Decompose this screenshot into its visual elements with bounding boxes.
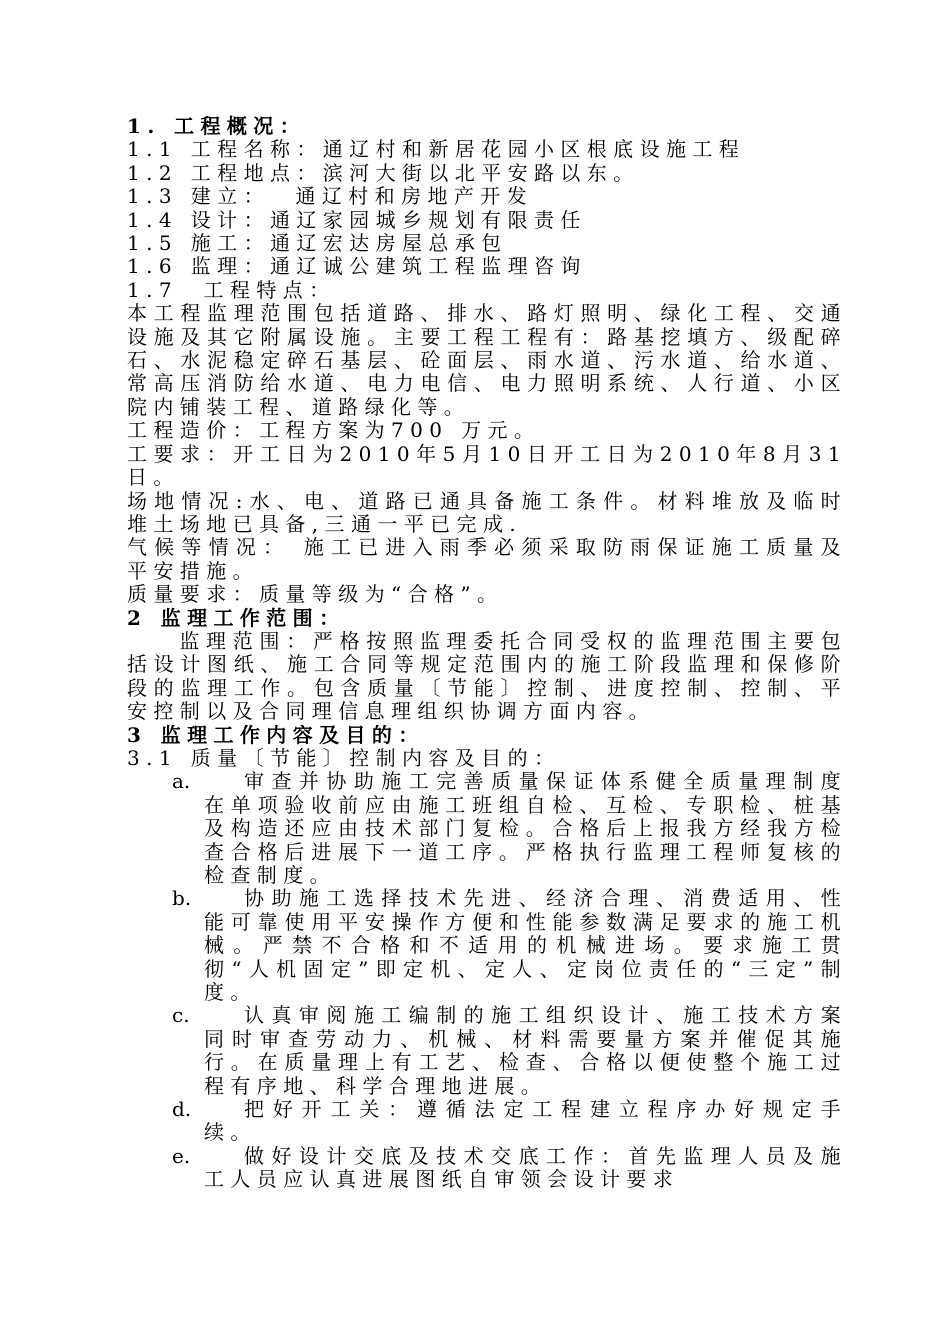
project-location-line: 1.2 工程地点：滨河大街以北平安路以东。 [127,160,640,185]
list-marker: e. [172,1143,191,1168]
list-item [127,1003,847,1098]
project-features-line: 1.7 工程特点： [127,277,336,302]
project-name-line: 1.1 工程名称：通辽村和新居花园小区根底设施工程 [127,137,746,162]
project-cost-paragraph: 工程造价：工程方案为700 万元。 [127,418,541,443]
project-scope-paragraph: 本工程监理范围包括道路、排水、路灯照明、绿化工程、交通设施及其它附属设施。主要工程工程有：路基挖填方、级配碎石、水泥稳定碎石基层、砼面层、雨水道、污水道、给水道、常高压消防给水道、电力电信、电力照明系统、人行道、小区院内铺装工程、道路绿化等。 [127,301,847,419]
quality-control-list [127,769,847,1192]
supervisor-line: 1.6 监理：通辽诚公建筑工程监理咨询 [127,254,587,279]
list-item [127,769,847,887]
section-1-heading: 1. 工程概况： [127,114,307,138]
designer-line: 1.4 设计：通辽家园城乡规划有限责任 [127,207,587,232]
list-marker: d. [172,1097,192,1122]
schedule-paragraph: 工要求：开工日为2010年5月10日开工日为2010年8月31日。 [127,441,847,490]
list-item-text: 审查并协助施工完善质量保证体系健全质量理制度在单项验收前应由施工班组自检、互检、专职检、桩基及构造还应由技术部门复检。合格后上报我方经我方检查合格后进展下一道工序。严格执行监理工程师复核的检查制度。 [204,769,847,887]
section-2-heading: 2 监理工作范围： [127,605,346,630]
list-item [127,886,847,1005]
list-marker: c. [172,1003,190,1028]
list-item-text: 协助施工选择技术先进、经济合理、消费适用、性能可靠使用平安操作方便和性能参数满足要求的施工机械。严禁不合格和不适用的机械进场。要求施工贯彻“人机固定”即定机、定人、定岗位责任的“三定”制度。 [204,886,847,1005]
list-item-text: 做好设计交底及技术交底工作：首先监理人员及施工人员应认真进展图纸自审领会设计要求 [204,1143,847,1192]
list-item [127,1097,847,1145]
list-marker: a. [172,769,191,794]
constructor-line: 1.5 施工：通辽宏达房屋总承包 [127,231,508,256]
builder-line: 1.3 建立： 通辽村和房地产开发 [127,184,534,209]
list-marker: b. [172,886,192,911]
section-3-heading: 3 监理工作内容及目的： [127,722,425,747]
document-body [127,114,847,1192]
site-conditions-paragraph: 场地情况:水、电、道路已通具备施工条件。材料堆放及临时堆土场地已具备,三通一平已完成. [127,488,847,536]
quality-requirement-paragraph: 质量要求：质量等级为“合格”。 [127,582,504,607]
weather-paragraph: 气候等情况： 施工已进入雨季必须采取防雨保证施工质量及平安措施。 [127,535,847,583]
list-item-text: 认真审阅施工编制的施工组织设计、施工技术方案同时审查劳动力、机械、材料需要量方案并催促其施行。在质量理上有工艺、检查、合格以便使整个施工过程有序地、科学合理地进展。 [204,1003,847,1098]
section-3-1-heading: 3.1 质量〔节能〕控制内容及目的： [127,745,561,770]
supervision-scope-paragraph: 监理范围：严格按照监理委托合同受权的监理范围主要包括设计图纸、施工合同等规定范围内的施工阶段监理和保修阶段的监理工作。包含质量〔节能〕控制、进度控制、控制、平安控制以及合同理信息理组织协调方面内容。 [127,628,847,724]
list-item [127,1143,847,1192]
list-item-text: 把好开工关：遵循法定工程建立程序办好规定手续。 [204,1097,847,1145]
